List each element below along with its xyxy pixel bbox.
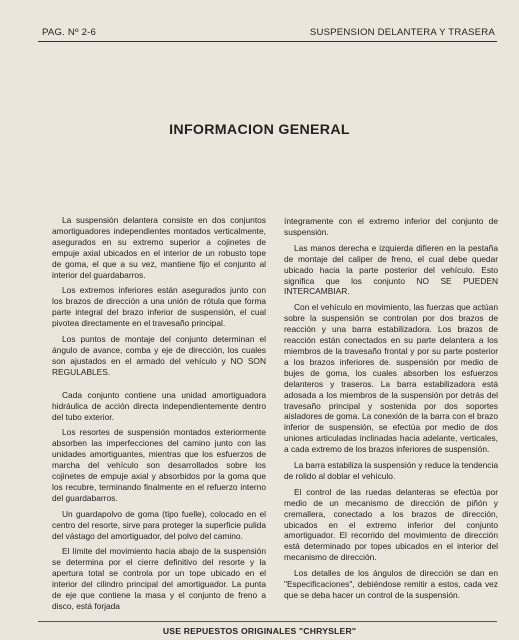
paragraph: Los detalles de los ángulos de dirección se dan en "Especificaciones", debiéndose remitir a estos, cada vez que se deba hacer un control de la suspensión. <box>284 568 498 600</box>
page-number: PAG. Nº 2-6 <box>42 27 97 38</box>
paragraph: Las manos derecha e izquierda difieren en la pestaña de montaje del caliper de freno, el cual debe quedar ubicado hacia la parte posterior del vehículo. Esto significa que los conjunto NO SE PUEDEN INTERCAMBIAR. <box>284 242 498 297</box>
right-column <box>284 216 498 606</box>
page-footer: USE REPUESTOS ORIGINALES "CHRYSLER" <box>162 626 357 636</box>
paragraph: Un guardapolvo de goma (tipo fuelle), colocado en el centro del resorte, sirve para proteger la superficie pulida del vástago del amortiguador, del polvo del camino. <box>52 508 266 541</box>
paragraph: íntegramente con el extremo inferior del conjunto de suspensión. <box>284 216 498 237</box>
left-column <box>52 215 266 617</box>
paragraph: El límite del movimiento hacia abajo de la suspensión se determina por el cierre definitivo del resorte y la apertura total se controla por un tope ubicado en el interior del cilindro principal del amortiguador. La punta de eje que contiene la masa y el conjunto de freno a disco, está forjada <box>52 546 266 611</box>
page-header <box>38 27 497 41</box>
header-divider <box>38 41 497 42</box>
paragraph: La barra estabiliza la suspensión y reduce la tendencia de rolido al doblar el vehículo. <box>284 460 498 481</box>
paragraph: Los extremos inferiores están asegurados junto con los brazos de dirección a una unión de rótula que forma parte integral del brazo inferior de suspensión, el cual pivotea directamente en el travesaño principal. <box>52 285 266 329</box>
paragraph: Cada conjunto contiene una unidad amortiguadora hidráulica de acción directa independientemente dentro del tubo exterior. <box>52 389 266 422</box>
paragraph: Los resortes de suspensión montados exteriormente absorben las imperfecciones del camino junto con las unidades amortiguantes, mientras que los esfuerzos de marcha del vehículo son desarrollados sobre los cojinetes de empuje axial y absorbidos por la goma que los recubre, terminando finalmente en el refuerzo interno del guardabarros. <box>52 427 266 503</box>
footer-divider <box>38 621 497 622</box>
paragraph: Los puntos de montaje del conjunto determinan el ángulo de avance, comba y eje de dirección, los cuales son ajustados en el armado del vehículo y NO SON REGULABLES. <box>52 334 266 377</box>
paragraph: La suspensión delantera consiste en dos conjuntos amortiguadores independientes montados verticalmente, asegurados en su extremo superior a cojinetes de empuje axial ubicados en el interior de un robusto tope de goma, el que a su vez, mantiene fijo el conjunto al interior del guardabarros. <box>52 215 266 280</box>
paragraph: Con el vehículo en movimiento, las fuerzas que actúan sobre la suspensión se controlan por dos brazos de reacción y una barra estabilizadora. Los brazos de reacción están conectados en su parte delantera a los miembros de la travesaño frontal y por su parte posterior a los brazos inferiores de. suspensión por medio de bujes de goma, los cuales absorben los esfuerzos delanteros y traseros. La barra estabilizadora está adosada a los miembros de la suspensión por detrás del travesaño principal y sostenida por dos soportes aisladores de goma. La conexión de la barra con el brazo inferior de suspensión, se efectúa por medio de dos uniones articuladas inclinadas hacia adelante, verticales, a cada extremo de los brazos inferiores de suspensión. <box>284 302 498 455</box>
page-title: INFORMACION GENERAL <box>169 122 350 138</box>
section-title: SUSPENSION DELANTERA Y TRASERA <box>309 27 495 38</box>
paragraph: El control de las ruedas delanteras se efectúa por medio de un mecanismo de dirección de piñón y cremallera, conectado a los brazos de dirección, ubicados en el extremo inferior del conjunto amortiguador. El recorrido del movimiento de dirección está determinado por topes ubicados en el interior del mecanismo de dirección. <box>284 486 498 563</box>
